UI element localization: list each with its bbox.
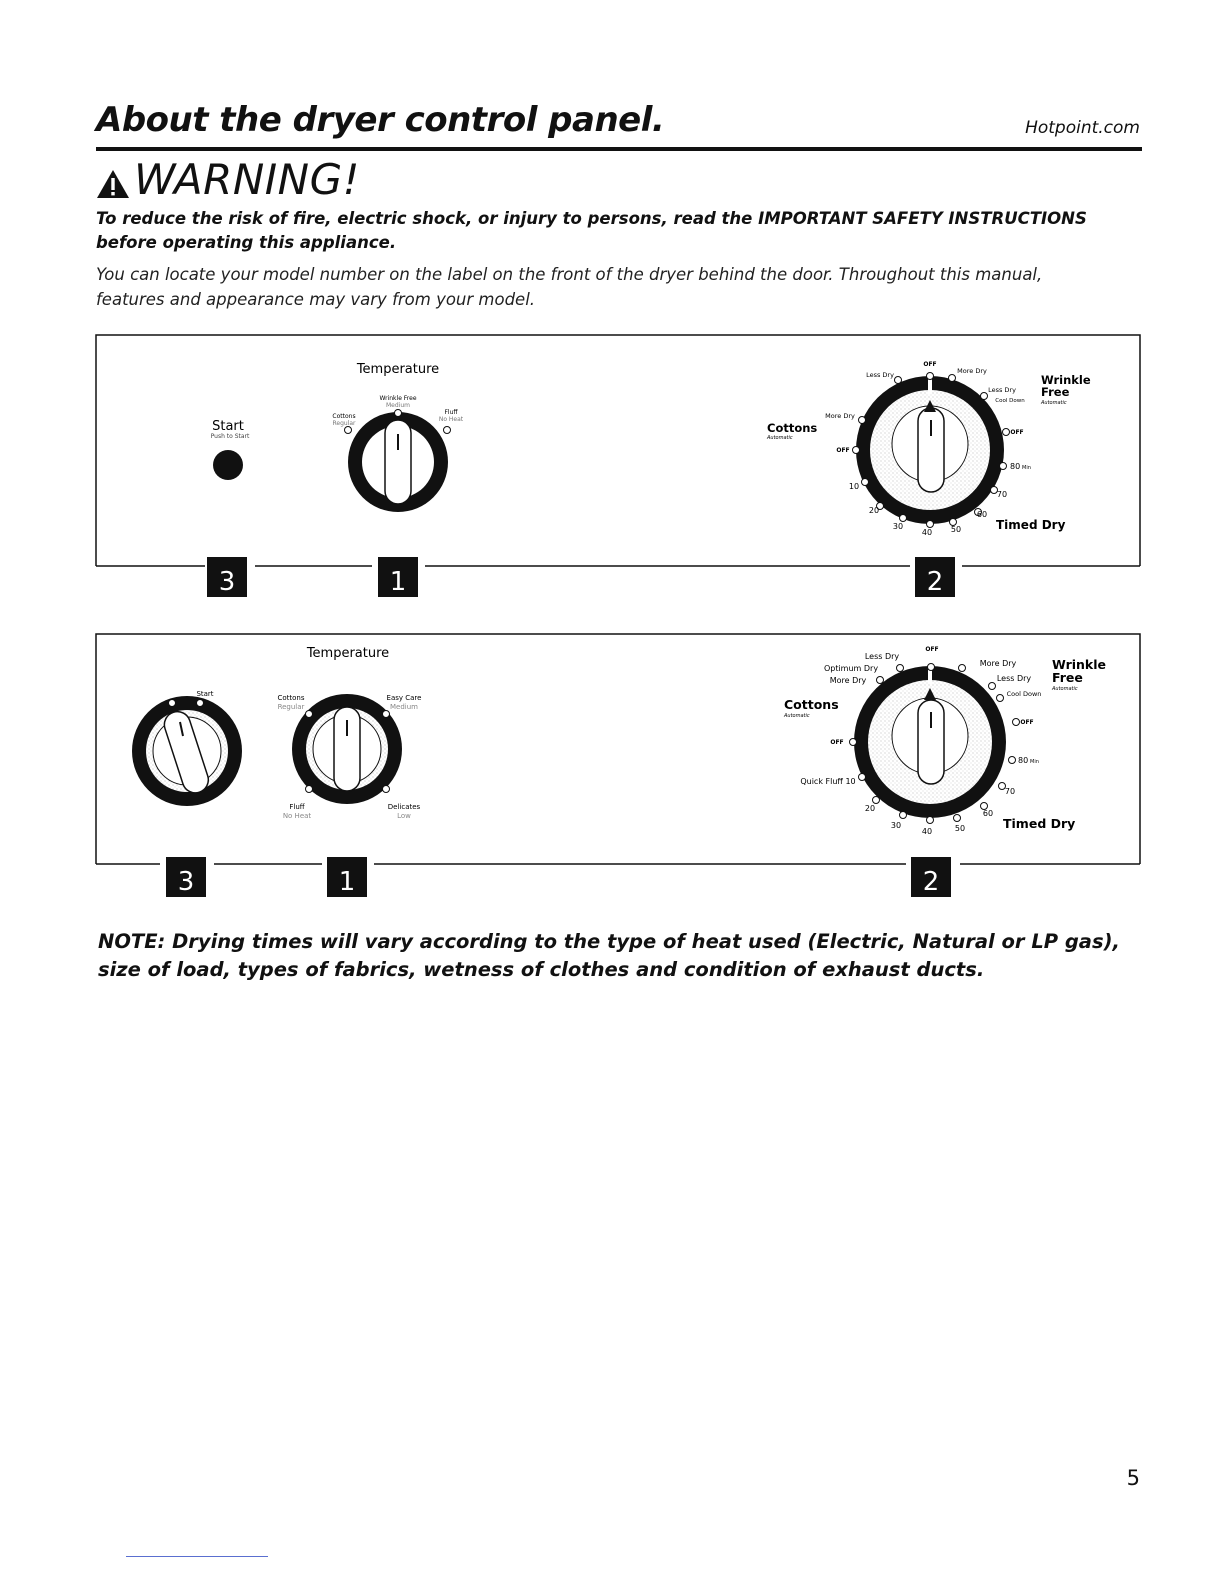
timed-60-label: 60 xyxy=(976,510,988,519)
temp-regular-label: Regular xyxy=(332,420,356,427)
timed-40-label: 40 xyxy=(921,528,933,537)
temp-low-label: Low xyxy=(397,812,411,820)
safety-instruction: To reduce the risk of fire, electric shock, or injury to persons, read the IMPORTANT SAFETY INSTRUCTIONS before operating this appliance. xyxy=(96,209,1087,252)
cottons-label-2: Cottons xyxy=(784,697,839,712)
timed-10-label: 10 xyxy=(848,482,860,491)
cycle2-more-dry-label: More Dry xyxy=(979,659,1017,668)
quick-fluff-label: Quick Fluff 10 xyxy=(800,777,856,786)
cycle2-more-dry-left-label: More Dry xyxy=(829,676,867,685)
cycle-off-top-label: OFF xyxy=(923,361,937,368)
wrinkle-label: Wrinkle xyxy=(1041,373,1091,387)
svg-text:1: 1 xyxy=(338,867,356,897)
page-title: About the dryer control panel. xyxy=(96,100,665,140)
timed2-60-label: 60 xyxy=(982,809,994,818)
footer-line xyxy=(126,1556,268,1557)
page-number: 5 xyxy=(1126,1466,1140,1490)
callout-3 xyxy=(207,557,247,597)
warning-title: WARNING! xyxy=(134,154,360,204)
start-knob[interactable] xyxy=(132,696,242,806)
timed-70-label: 70 xyxy=(996,490,1008,499)
temperature-knob[interactable] xyxy=(345,410,451,513)
cycle2-off-right-label: OFF xyxy=(1020,719,1034,726)
temperature-knob-2[interactable] xyxy=(292,694,402,804)
cycle-more-dry-label: More Dry xyxy=(957,367,987,375)
cycle-off-left-label: OFF xyxy=(836,447,850,454)
cycle2-off-left-label: OFF xyxy=(830,739,844,746)
svg-text:2: 2 xyxy=(922,867,940,897)
temp-wrinkle-free-label: Wrinkle Free xyxy=(379,395,417,402)
svg-text:3: 3 xyxy=(218,567,236,597)
temp-medium-label-2: Medium xyxy=(390,703,418,711)
temp-cottons-label: Cottons xyxy=(332,413,356,420)
timed2-70-label: 70 xyxy=(1004,787,1016,796)
timed-30-label: 30 xyxy=(892,522,904,531)
temp-medium-label: Medium xyxy=(386,402,410,409)
callout-1 xyxy=(378,557,418,597)
temperature-label: Temperature xyxy=(356,362,440,377)
callout-2-panel2 xyxy=(911,857,951,897)
temp-easy-care-label: Easy Care xyxy=(386,694,422,702)
timed2-min-label: Min xyxy=(1030,759,1039,765)
temp-fluff-label: Fluff xyxy=(444,409,458,416)
callout-2 xyxy=(915,557,955,597)
timed2-50-label: 50 xyxy=(954,824,966,833)
cycle2-less-dry-label: Less Dry xyxy=(864,652,900,661)
cycle-knob[interactable] xyxy=(853,373,1010,528)
timed2-80-label: 80 xyxy=(1018,756,1029,765)
svg-text:1: 1 xyxy=(389,567,407,597)
cottons-auto-label: Automatic xyxy=(767,435,793,441)
free-label: Free xyxy=(1041,385,1070,399)
cycle-off-right-label: OFF xyxy=(1010,429,1024,436)
cottons-auto-label-2: Automatic xyxy=(784,713,810,719)
callout-1-panel2 xyxy=(327,857,367,897)
cycle2-optimum-dry-label: Optimum Dry xyxy=(823,664,879,673)
cycle-less-dry-label: Less Dry xyxy=(866,371,894,379)
callout-3-panel2 xyxy=(166,857,206,897)
temperature-label-2: Temperature xyxy=(306,646,390,661)
start-label-2: Start xyxy=(196,690,214,698)
site-url: Hotpoint.com xyxy=(1025,118,1140,138)
timed2-40-label: 40 xyxy=(921,827,933,836)
wf-auto-label: Automatic xyxy=(1041,400,1067,406)
temp-no-heat-label-2: No Heat xyxy=(282,812,312,820)
timed-min-label: Min xyxy=(1022,465,1031,471)
model-intro: You can locate your model number on the label on the front of the dryer behind the door. Throughout this manual, features and appearance may vary from your model. xyxy=(96,265,1043,309)
temp-no-heat-label: No Heat xyxy=(438,416,464,423)
temp-cottons-label-2: Cottons xyxy=(277,694,305,702)
wrinkle-label-2: Wrinkle xyxy=(1052,657,1106,672)
timed-20-label: 20 xyxy=(868,506,880,515)
timed-50-label: 50 xyxy=(950,525,962,534)
temp-fluff-label-2: Fluff xyxy=(289,803,305,811)
timed2-30-label: 30 xyxy=(890,821,902,830)
timed-dry-label-2: Timed Dry xyxy=(1003,816,1076,831)
timed2-20-label: 20 xyxy=(864,804,876,813)
panel-2 xyxy=(96,634,1140,897)
drying-times-note: NOTE: Drying times will vary according to the type of heat used (Electric, Natural or LP gas), size of load, types of fabrics, wetness of clothes and condition of exhaust ducts. xyxy=(98,930,1120,981)
cycle2-wf-less-dry-label: Less Dry xyxy=(996,674,1032,683)
cycle-knob-2[interactable] xyxy=(850,664,1020,824)
cycle2-off-top-label: OFF xyxy=(925,646,939,653)
temp-delicates-label: Delicates xyxy=(387,803,421,811)
temp-regular-label-2: Regular xyxy=(277,703,305,711)
start-label: Start xyxy=(212,419,244,434)
cottons-more-dry-label: More Dry xyxy=(825,412,855,420)
svg-text:3: 3 xyxy=(177,867,195,897)
cycle2-cool-down-label: Cool Down xyxy=(1006,690,1042,698)
cottons-label: Cottons xyxy=(767,421,818,435)
svg-text:2: 2 xyxy=(926,567,944,597)
start-sub-label: Push to Start xyxy=(210,433,250,440)
wf-less-dry-label: Less Dry xyxy=(988,386,1016,394)
timed-80-label: 80 xyxy=(1010,462,1021,471)
start-button[interactable] xyxy=(213,450,243,480)
free-label-2: Free xyxy=(1052,670,1083,685)
cool-down-label: Cool Down xyxy=(995,398,1025,404)
wf-auto-label-2: Automatic xyxy=(1052,686,1078,692)
timed-dry-label: Timed Dry xyxy=(996,518,1066,532)
panel-1 xyxy=(96,335,1140,597)
